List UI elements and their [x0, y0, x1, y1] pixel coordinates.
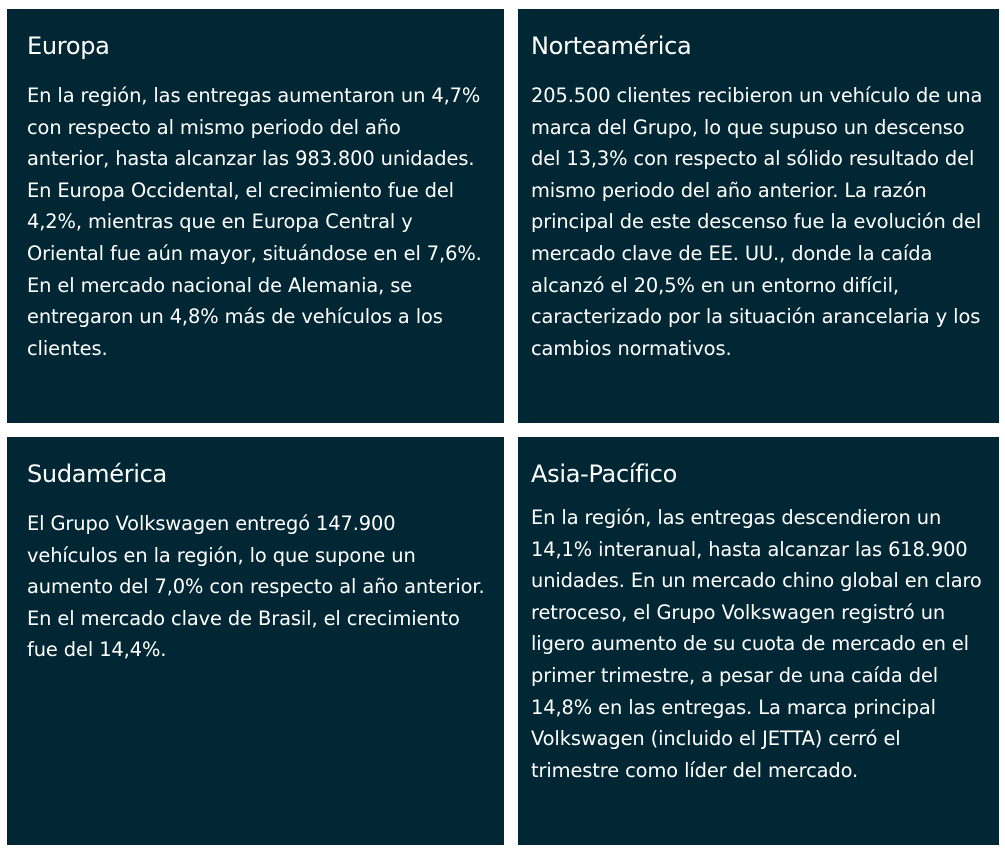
region-title-europa: Europa: [27, 32, 110, 60]
region-text-asia-pacifico: En la región, las entregas descendieron un 14,1% interanual, hasta alcanzar las 618.900 unidades. En un mercado chino global en claro retroceso, el Grupo Volkswagen registró un ligero aumento de su cuota de mercado en el primer trimestre, a pesar de una caída del 14,8% en las entregas. La marca principal Volkswagen (incluido el JETTA) cerró el trimestre como líder del mercado.: [531, 506, 982, 782]
region-text-norteamerica: 205.500 clientes recibieron un vehículo de una marca del Grupo, lo que supuso un descenso del 13,3% con respecto al sólido resultado del mismo periodo del año anterior. La razón principal de este descenso fue la evolución del mercado clave de EE. UU., donde la caída alcanzó el 20,5% en un entorno difícil, caracterizado por la situación arancelaria y los cambios normativos.: [531, 84, 983, 360]
region-text-europa: En la región, las entregas aumentaron un 4,7% con respecto al mismo periodo del año anterior, hasta alcanzar las 983.800 unidades. En Europa Occidental, el crecimiento fue del 4,2%, mientras que en Europa Central y Oriental fue aún mayor, situándose en el 7,6%. En el mercado nacional de Alemania, se entregaron un 4,8% más de vehículos a los clientes.: [27, 84, 482, 360]
region-title-norteamerica: Norteamérica: [531, 32, 692, 60]
region-title-asia-pacifico: Asia-Pacífico: [531, 460, 678, 488]
region-card-norteamerica: [518, 9, 999, 423]
region-text-sudamerica: El Grupo Volkswagen entregó 147.900 vehículos en la región, lo que supone un aumento del 7,0% con respecto al año anterior. En el mercado clave de Brasil, el crecimiento fue del 14,4%.: [27, 512, 485, 662]
region-card-sudamerica: [7, 437, 504, 845]
region-card-europa: [7, 9, 504, 423]
region-card-asia-pacifico: [518, 437, 999, 845]
region-title-sudamerica: Sudamérica: [27, 460, 167, 488]
